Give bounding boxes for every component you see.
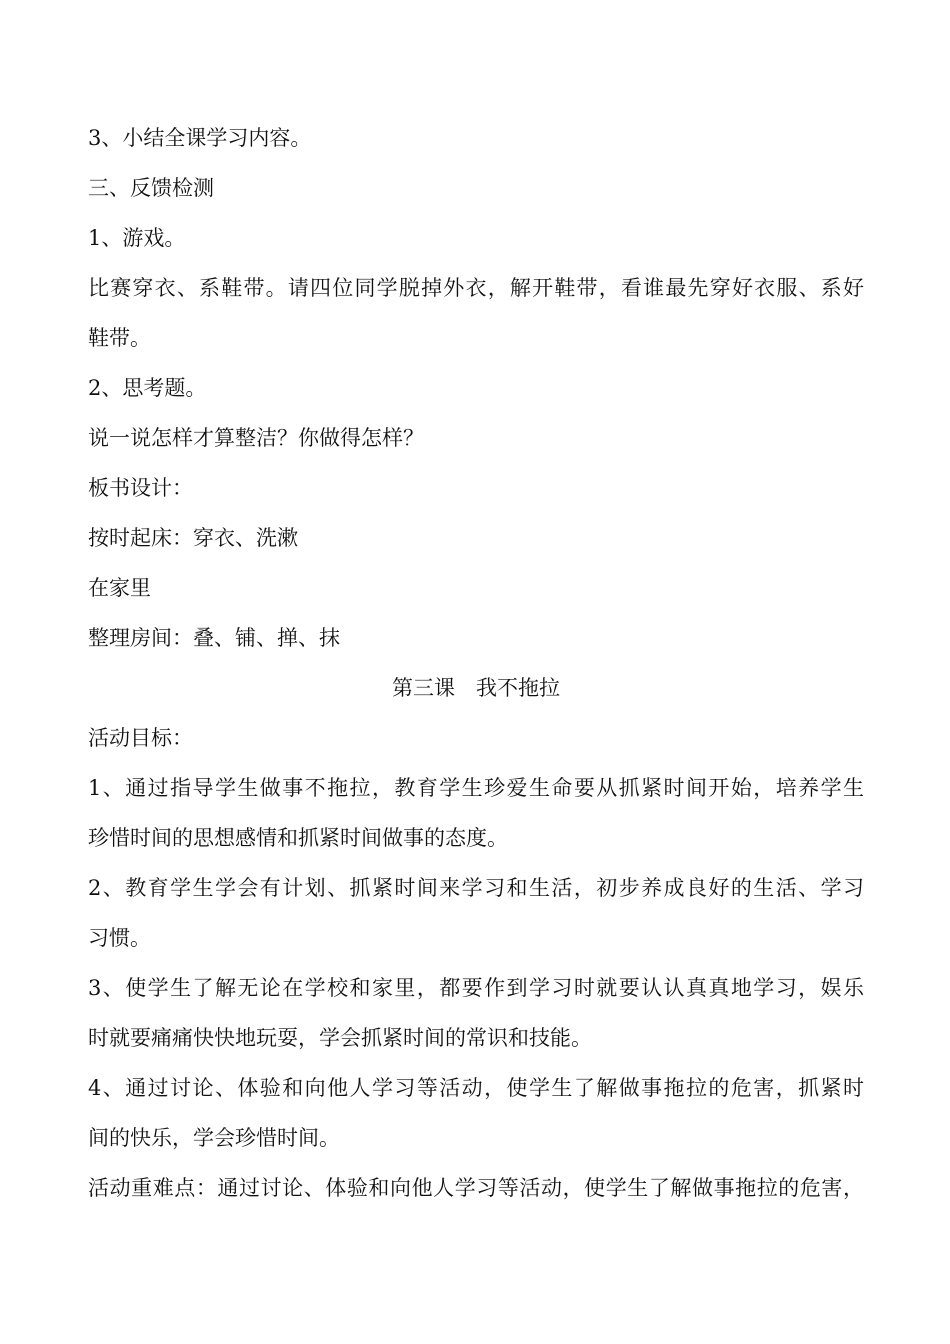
question-text: 说一说怎样才算整洁？你做得怎样？	[88, 426, 424, 450]
game-description-line-1: 比赛穿衣、系鞋带。请四位同学脱掉外衣，解开鞋带，看谁最先穿好衣服、系好	[88, 276, 864, 300]
document-body	[88, 113, 864, 1213]
objective-4-line-1: 4、通过讨论、体验和向他人学习等活动，使学生了解做事拖拉的危害，抓紧时	[88, 1076, 864, 1100]
item-question: 2、思考题。	[88, 376, 207, 400]
summary-step-3: 3、小结全课学习内容。	[88, 126, 312, 150]
board-line-at-home: 在家里	[88, 576, 151, 600]
section-heading-feedback: 三、反馈检测	[88, 176, 214, 200]
game-description-line-2: 鞋带。	[88, 326, 151, 350]
board-line-tidy-room: 整理房间：叠、铺、掸、抹	[88, 626, 340, 650]
objective-4-line-2: 间的快乐，学会珍惜时间。	[88, 1126, 340, 1150]
objective-2-line-2: 习惯。	[88, 926, 151, 950]
objectives-heading: 活动目标：	[88, 726, 193, 750]
objective-1-line-1: 1、通过指导学生做事不拖拉，教育学生珍爱生命要从抓紧时间开始，培养学生	[88, 776, 864, 800]
objective-2-line-1: 2、教育学生学会有计划、抓紧时间来学习和生活，初步养成良好的生活、学习	[88, 876, 864, 900]
objective-3-line-1: 3、使学生了解无论在学校和家里，都要作到学习时就要认认真真地学习，娱乐	[88, 976, 864, 1000]
key-points-line-1: 活动重难点：通过讨论、体验和向他人学习等活动，使学生了解做事拖拉的危害，	[88, 1176, 864, 1200]
item-game: 1、游戏。	[88, 226, 186, 250]
board-line-wake-up: 按时起床：穿衣、洗漱	[88, 526, 298, 550]
objective-1-line-2: 珍惜时间的思想感情和抓紧时间做事的态度。	[88, 826, 508, 850]
board-design-heading: 板书设计：	[88, 476, 193, 500]
lesson-title: 第三课 我不拖拉	[392, 676, 560, 700]
objective-3-line-2: 时就要痛痛快快地玩耍，学会抓紧时间的常识和技能。	[88, 1026, 592, 1050]
